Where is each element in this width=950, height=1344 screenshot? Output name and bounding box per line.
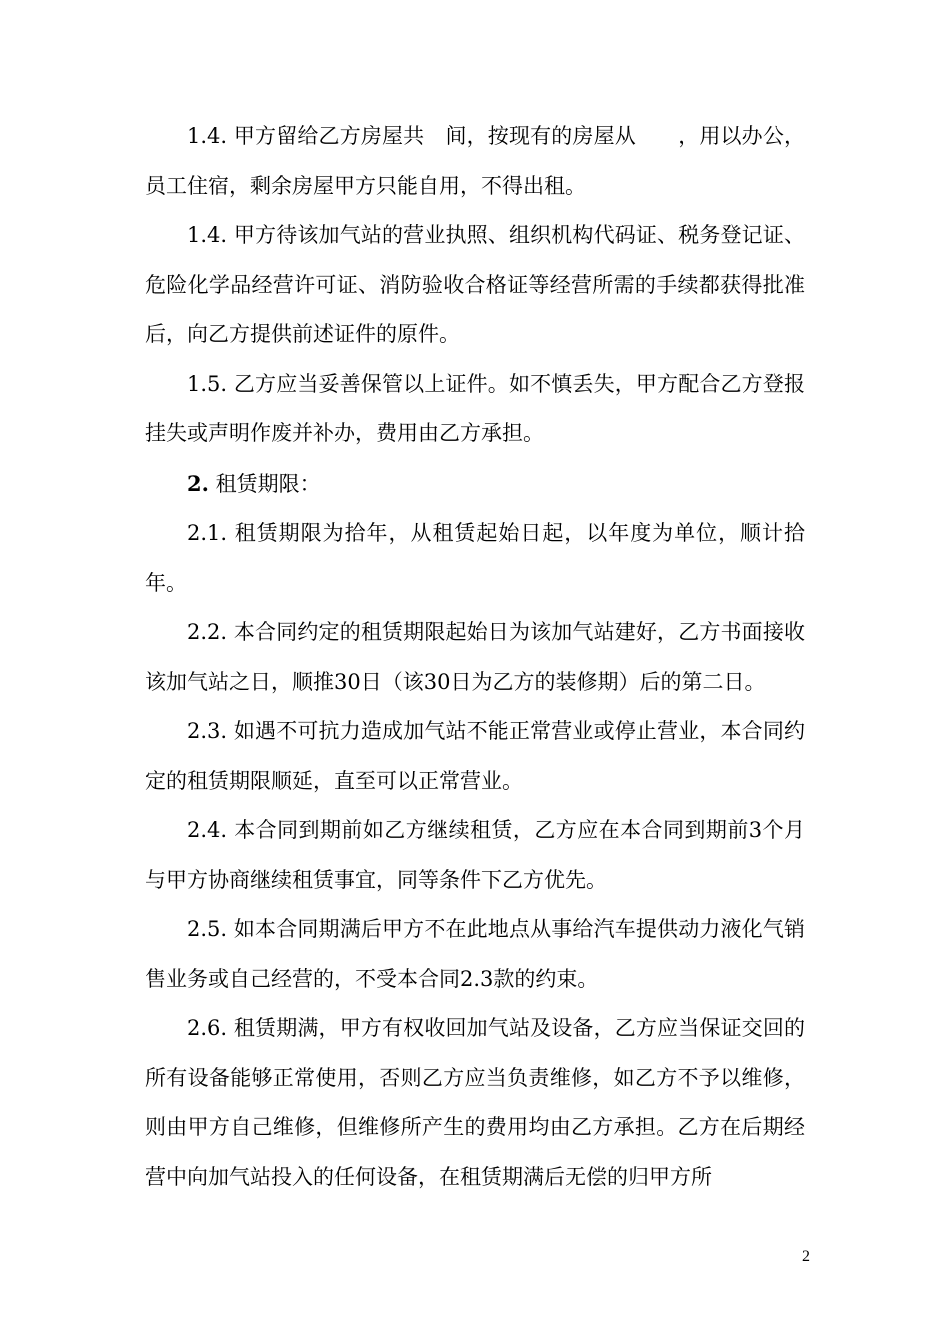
clause-1-4-housing: 1.4. 甲方留给乙方房屋共 间，按现有的房屋从 ，用以办公，员工住宿，剩余房屋甲方只能自用，不得出租。	[145, 124, 805, 198]
document-body	[145, 112, 805, 1202]
clause-1-4-licenses: 1.4. 甲方待该加气站的营业执照、组织机构代码证、税务登记证、危险化学品经营许可证、消防验收合格证等经营所需的手续都获得批准后，向乙方提供前述证件的原件。	[145, 223, 805, 346]
clause-2-3: 2.3. 如遇不可抗力造成加气站不能正常营业或停止营业，本合同约定的租赁期限顺延，直至可以正常营业。	[145, 719, 805, 793]
clause-2-4: 2.4. 本合同到期前如乙方继续租赁，乙方应在本合同到期前3个月与甲方协商继续租赁事宜，同等条件下乙方优先。	[145, 818, 805, 892]
clause-2-1: 2.1. 租赁期限为拾年，从租赁起始日起，以年度为单位，顺计拾年。	[145, 521, 805, 595]
section-2-heading	[145, 459, 805, 510]
clause-2-2: 2.2. 本合同约定的租赁期限起始日为该加气站建好，乙方书面接收该加气站之日，顺推30日（该30日为乙方的装修期）后的第二日。	[145, 620, 805, 694]
clause-2-5: 2.5. 如本合同期满后甲方不在此地点从事给汽车提供动力液化气销售业务或自己经营的，不受本合同2.3款的约束。	[145, 917, 805, 991]
clause-2-6: 2.6. 租赁期满，甲方有权收回加气站及设备，乙方应当保证交回的所有设备能够正常使用，否则乙方应当负责维修，如乙方不予以维修，则由甲方自己维修，但维修所产生的费用均由乙方承担。乙方在后期经营中向加气站投入的任何设备，在租赁期满后无偿的归甲方所	[145, 1016, 805, 1189]
page-number: 2	[802, 1248, 810, 1265]
section-2-title: 租赁期限：	[215, 471, 321, 496]
section-2-number: 2.	[187, 470, 209, 496]
clause-1-5: 1.5. 乙方应当妥善保管以上证件。如不慎丢失，甲方配合乙方登报挂失或声明作废并补办，费用由乙方承担。	[145, 371, 805, 445]
